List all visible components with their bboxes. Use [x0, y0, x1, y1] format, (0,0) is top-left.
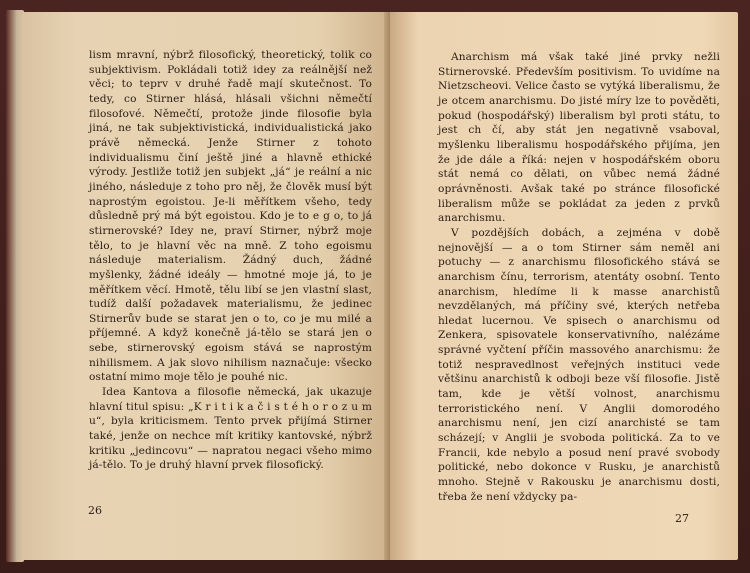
right-page: [390, 12, 738, 560]
left-page: [22, 12, 390, 560]
left-paragraph-2: Idea Kantova a filosofie německá, jak ukazuje hlavní titul spisu: „K r i t i k a č i s t é h o r o z u m u“, byla kriticismem. Tento prvek přijímá Stirner také, jenže on nechce mít kritiky kantovské, nýbrž kritiku „jedincovu“ — napratou negaci všeho mimo já-tělo. To je druhý hlavní prvek filosofický.: [89, 386, 372, 472]
left-page-number: 26: [88, 504, 102, 517]
right-paragraph-2: V pozdějších dobách, a zejména v době nejnovější — a o tom Stirner sám neměl ani potuchy — z anarchismu filosofického stává se anarchism čínu, terrorism, atentáty osobní. Tento anarchism, hledíme li k masse anarchistů nevzdělaných, má příčiny své, kterých netřeba hledat lucernou. Ve spisech o anarchismu od Zenkera, spisovatele konservativního, nalézáme správné vyčtení příčin massového anarchismu: že totiž nespravedlnost veřejných instituci vede většinu anarchistů k odboji beze vší filosofie. Jistě tam, kde je větší volnost, anarchismu terroristického není. V Anglii domorodého anarchismu není, jen cizí anarchisté se tam scházejí; v Anglii je svoboda politická. Za to ve Francii, kde nebylo a posud není pravé svobody politické, nebo dokonce v Rusku, je anarchistů mnoho. Stejně v Rakousku je anarchismu dosti, třeba že není vždycky pa-: [438, 226, 720, 503]
right-paragraph-1: Anarchism má však také jiné prvky nežli Stirnerovské. Především positivism. To uvidíme na Nietzscheovi. Velice často se vytýká liberalismu, že je otcem anarchismu. Do jisté míry lze to pověděti, pokud (hospodářský) liberalism byl proti státu, to jest ch čí, aby stát jen negativně vsaboval, myšlenku liberalismu hospodářského přijíma, jen že jde dále a říká: nejen v hospodářském oboru stát nemá co dělati, on vůbec nemá žádné oprávněnosti. Avšak také po stránce filosofické liberalism může se pokládat za jeden z prvků anarchismu.: [438, 51, 720, 225]
left-page-text: [89, 48, 372, 473]
right-page-number: 27: [675, 512, 689, 525]
left-paragraph-1: lism mravní, nýbrž filosofický, theoretický, tolik co subjektivism. Pokládali totiž idey za reálnější než věci; to teprv v druhé řadě mají skutečnost. To tedy, co Stirner hlásá, hlásali všichni němečtí filosofové. Němečtí, protože jinde filosofie byla jiná, ne tak subjektivistická, individualistická jako právě německá. Jenže Stirner z tohoto individualismu činí ještě jiné a hlavně ethické výrody. Jestliže totiž jen subjekt „já“ je reální a nic jiného, následuje z toho pro něj, že člověk musí být naprostým egoistou. Je-li měřítkem všeho, tedy důsledně prý má být egoistou. Kdo je to e g o, to já stirnerovské? Idey ne, praví Stirner, nýbrž moje tělo, to je hlavní věc na mně. Z toho egoismu následuje materialism. Žádný duch, žádné myšlenky, žádné ideály — hmotné moje já, to je měřítkem věcí. Hmotě, tělu libí se jen vlastní slast, tudíž další požadavek materialismu, že jedinec Stirnerův bude se starat jen o to, co je mu milé a příjemné. A když konečně já-tělo se stará jen o sebe, stirnerovský egoism stává se naprostým nihilismem. A jak slovo nihilism naznačuje: všecko ostatní mimo moje tělo je pouhé nic.: [89, 49, 372, 384]
right-page-text: [438, 50, 720, 504]
